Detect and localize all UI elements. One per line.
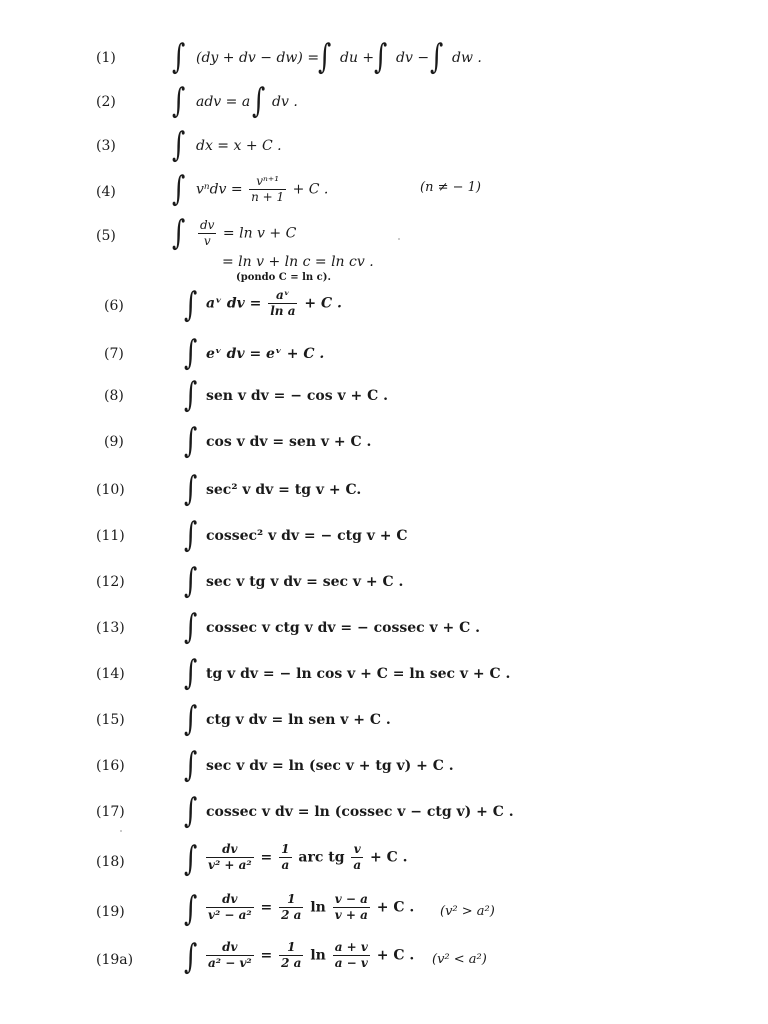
formula-number: (9) <box>104 434 124 450</box>
formula-expression: du + <box>340 50 375 66</box>
formula-expression: sec² v dv = tg v + C. <box>206 482 362 498</box>
formula-number: (14) <box>96 666 125 682</box>
formula-expression: dv − <box>396 50 430 66</box>
fraction-denominator: ln a <box>270 304 296 318</box>
integral-sign-icon: ∫ <box>172 169 186 209</box>
condition: (v² < a²) <box>432 952 487 967</box>
formula-7 <box>0 333 768 376</box>
formula-part: ln <box>305 899 331 916</box>
formula-1 <box>0 37 768 80</box>
fraction-numerator: v <box>353 842 361 856</box>
formula-expression <box>196 218 296 249</box>
integral-sign-icon: ∫ <box>252 81 266 121</box>
integral-sign-icon: ∫ <box>172 213 186 253</box>
formula-expression <box>206 288 342 319</box>
formula-part: = <box>255 849 278 866</box>
integral-sign-icon: ∫ <box>430 37 444 77</box>
fraction <box>333 940 370 971</box>
formula-part: arc tg <box>293 849 350 866</box>
fraction-numerator: v − a <box>334 892 368 906</box>
formula-expression <box>204 892 414 923</box>
formula-expression: (dy + dv − dw) = <box>196 50 320 66</box>
formula-expression <box>204 842 408 873</box>
fraction-denominator: a <box>279 857 291 873</box>
formula-number: (5) <box>96 228 116 244</box>
formula-expression <box>204 940 414 971</box>
fraction-numerator: 1 <box>287 892 296 906</box>
formula-expression: sec v tg v dv = sec v + C . <box>206 574 404 590</box>
fraction <box>279 842 291 873</box>
formula-continuation: = ln v + ln c = ln cv . <box>222 254 374 270</box>
fraction-denominator: v <box>198 233 216 249</box>
formula-part: + C . <box>288 181 329 198</box>
fraction-denominator: n + 1 <box>251 190 285 204</box>
integral-sign-icon: ∫ <box>184 791 198 831</box>
formula-18 <box>0 840 768 888</box>
formula-3 <box>0 125 768 168</box>
fraction-denominator: a − v <box>334 956 368 970</box>
integral-sign-icon: ∫ <box>172 125 186 165</box>
formula-expression: cossec² v dv = − ctg v + C <box>206 528 408 544</box>
formula-number: (7) <box>104 346 124 362</box>
formula-number: (19) <box>96 904 125 920</box>
integral-sign-icon: ∫ <box>184 333 198 373</box>
formula-number: (15) <box>96 712 125 728</box>
fraction-denominator: a <box>353 858 362 872</box>
formula-number: (18) <box>96 854 125 870</box>
fraction-denominator: v² + a² <box>208 858 252 872</box>
formula-number: (3) <box>96 138 116 154</box>
fraction <box>206 842 254 873</box>
fraction-numerator: aᵛ <box>276 288 290 302</box>
fraction-denominator: v² − a² <box>208 908 252 922</box>
integral-sign-icon: ∫ <box>184 515 198 555</box>
formula-2 <box>0 81 768 124</box>
integral-sign-icon: ∫ <box>184 607 198 647</box>
formula-12 <box>0 561 768 604</box>
formula-part: ln <box>305 947 331 964</box>
fraction <box>206 892 254 923</box>
formula-expression: cossec v ctg v dv = − cossec v + C . <box>206 620 481 636</box>
integral-sign-icon: ∫ <box>318 37 332 77</box>
formula-expression: tg v dv = − ln cos v + C = ln sec v + C . <box>206 666 511 682</box>
formula-9 <box>0 421 768 464</box>
formula-part: = <box>255 947 278 964</box>
integral-sign-icon: ∫ <box>184 375 198 415</box>
formula-expression: ctg v dv = ln sen v + C . <box>206 712 391 728</box>
fraction <box>268 288 297 319</box>
integral-sign-icon: ∫ <box>184 561 198 601</box>
fraction-denominator: a² − v² <box>208 956 252 970</box>
formula-part: + C . <box>365 849 408 866</box>
integral-sign-icon: ∫ <box>172 37 186 77</box>
formula-expression: cossec v dv = ln (cossec v − ctg v) + C . <box>206 804 514 820</box>
formula-part: = <box>255 899 278 916</box>
formula-number: (13) <box>96 620 125 636</box>
formula-number: (19a) <box>96 952 134 968</box>
formula-expression: cos v dv = sen v + C . <box>206 434 372 450</box>
integral-sign-icon: ∫ <box>184 839 198 879</box>
formula-expression: dv . <box>272 94 298 110</box>
formula-part: + C . <box>299 295 342 312</box>
integral-sign-icon: ∫ <box>374 37 388 77</box>
fraction <box>279 892 303 923</box>
formula-expression: sen v dv = − cos v + C . <box>206 388 388 404</box>
integral-sign-icon: ∫ <box>184 421 198 461</box>
formula-number: (4) <box>96 184 116 200</box>
formula-17 <box>0 791 768 834</box>
fraction-numerator: dv <box>222 940 238 954</box>
fraction <box>249 174 286 205</box>
integral-sign-icon: ∫ <box>184 889 198 929</box>
formula-16 <box>0 745 768 788</box>
integral-sign-icon: ∫ <box>184 653 198 693</box>
formula-expression: eᵛ dv = eᵛ + C . <box>206 346 325 362</box>
formula-number: (10) <box>96 482 125 498</box>
fraction <box>206 940 254 971</box>
formula-number: (17) <box>96 804 125 820</box>
scan-speck <box>398 238 400 240</box>
formula-part: + C . <box>371 947 415 964</box>
fraction <box>279 940 303 971</box>
formula-5 <box>0 213 768 286</box>
integral-sign-icon: ∫ <box>184 469 198 509</box>
formula-expression: sec v dv = ln (sec v + tg v) + C . <box>206 758 454 774</box>
integral-sign-icon: ∫ <box>184 699 198 739</box>
condition: (n ≠ − 1) <box>420 180 481 195</box>
formula-number: (8) <box>104 388 124 404</box>
integral-sign-icon: ∫ <box>184 285 198 325</box>
fraction-numerator: dv <box>222 892 238 906</box>
formula-part: + C . <box>371 899 415 916</box>
formula-19 <box>0 890 768 938</box>
fraction-numerator: 1 <box>287 940 296 954</box>
formula-number: (1) <box>96 50 116 66</box>
formula-number: (16) <box>96 758 125 774</box>
formula-6 <box>0 285 768 328</box>
formula-11 <box>0 515 768 558</box>
fraction-numerator: vⁿ⁺¹ <box>256 174 280 188</box>
formula-part: aᵛ dv = <box>206 295 267 312</box>
formula-number: (11) <box>96 528 125 544</box>
fraction-denominator: v + a <box>334 908 368 922</box>
fraction <box>198 218 216 249</box>
integral-sign-icon: ∫ <box>184 937 198 977</box>
condition: (v² > a²) <box>440 904 495 919</box>
formula-note: (pondo C = ln c). <box>236 272 331 283</box>
formula-number: (6) <box>104 298 124 314</box>
formula-expression: dx = x + C . <box>196 138 282 154</box>
integral-sign-icon: ∫ <box>172 81 186 121</box>
formula-15 <box>0 699 768 742</box>
formula-expression: adv = a <box>196 94 251 110</box>
fraction-numerator: a + v <box>334 940 368 954</box>
formula-number: (2) <box>96 94 116 110</box>
integral-sign-icon: ∫ <box>184 745 198 785</box>
formula-4 <box>0 170 768 210</box>
formula-19a <box>0 938 768 986</box>
fraction-numerator: dv <box>222 842 238 856</box>
fraction-numerator: 1 <box>281 842 290 856</box>
fraction-denominator: 2 a <box>281 956 302 970</box>
fraction-numerator: dv <box>200 218 215 232</box>
formula-part: = ln v + C <box>218 225 297 242</box>
formula-part: vⁿdv = <box>196 181 248 198</box>
fraction <box>351 842 363 873</box>
scan-speck <box>120 830 122 832</box>
fraction-denominator: 2 a <box>281 908 302 922</box>
formula-13 <box>0 607 768 650</box>
formula-number: (12) <box>96 574 125 590</box>
formula-expression <box>196 174 328 205</box>
formula-8 <box>0 375 768 418</box>
formula-14 <box>0 653 768 696</box>
fraction <box>333 892 370 923</box>
formula-expression: dw . <box>452 50 482 66</box>
formula-10 <box>0 469 768 512</box>
